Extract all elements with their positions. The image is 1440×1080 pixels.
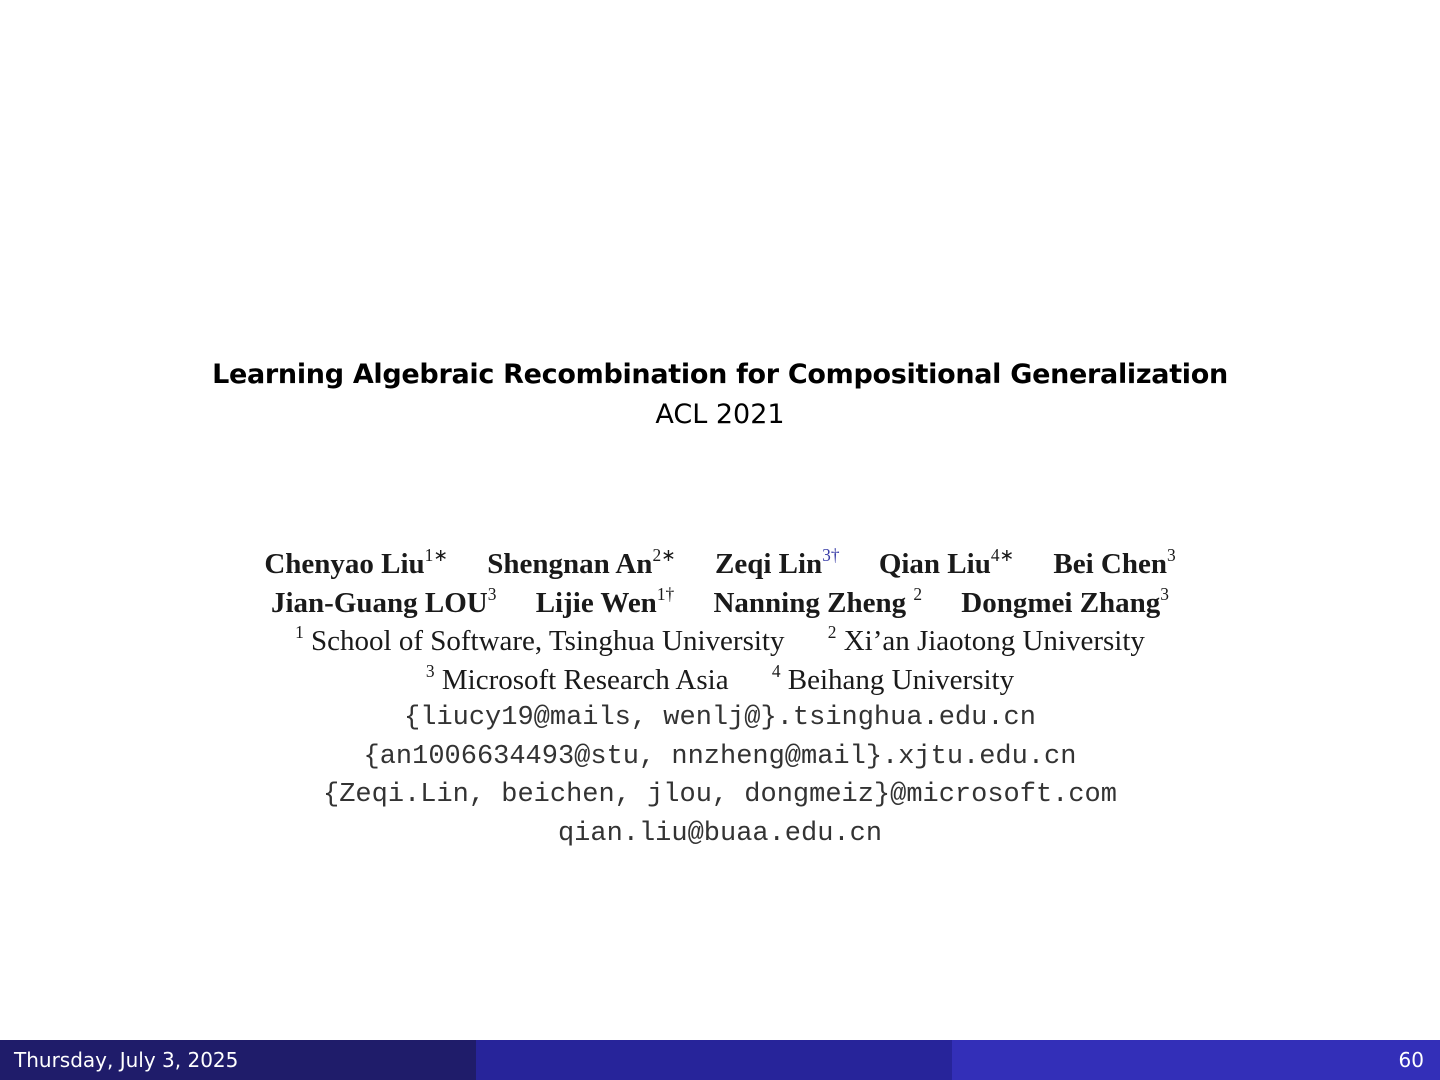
author: Jian-Guang LOU$^3$: [271, 583, 497, 619]
author: Lijie Wen$^{1\dagger}$: [535, 583, 675, 619]
paper-author-block: [200, 545, 1240, 853]
venue-label: ACL 2021: [655, 399, 785, 430]
authors-row-1: [200, 545, 1240, 584]
author: Bei Chen$^3$: [1053, 544, 1176, 580]
affiliations-row-1: [200, 622, 1240, 661]
authors-row-2: [200, 584, 1240, 623]
author: Qian Liu$^{4∗}$: [878, 544, 1015, 580]
slide-footer: [0, 1040, 1440, 1080]
email-line: {an1006634493@stu, nnzheng@mail}.xjtu.edu.cn: [363, 741, 1077, 772]
affiliations-row-2: [200, 661, 1240, 700]
affiliation: $^4$ Beihang University: [771, 660, 1015, 696]
footer-date: Thursday, July 3, 2025: [14, 1048, 239, 1072]
email-line: {Zeqi.Lin, beichen, jlou, dongmeiz}@microsoft.com: [323, 780, 1117, 810]
slide-title-block: [0, 355, 1440, 435]
author: Nanning Zheng $^2$: [713, 583, 923, 619]
affiliation: $^1$ School of Software, Tsinghua University: [295, 621, 785, 657]
author: Chenyao Liu$^{1∗}$: [264, 544, 448, 580]
author: Shengnan $An^{2∗}$: [487, 544, 676, 580]
email-line: {liucy19@mails, wenlj@}.tsinghua.edu.cn: [404, 703, 1036, 733]
author: Zeqi Lin$^{3\dagger}$: [714, 544, 840, 580]
affiliation: $^3$ Microsoft Research Asia: [425, 660, 729, 696]
slide-title: Learning Algebraic Recombination for Compositional Generalization: [212, 359, 1228, 390]
footer-segment: [952, 1040, 1440, 1080]
affiliation: $^2$ Xi’an Jiaotong University: [827, 621, 1145, 657]
footer-segment: [476, 1040, 952, 1080]
author: Dongmei Zhang$^3$: [961, 583, 1169, 619]
slide-number: 60: [1398, 1048, 1424, 1072]
email-line: qian.liu@buaa.edu.cn: [557, 818, 883, 849]
